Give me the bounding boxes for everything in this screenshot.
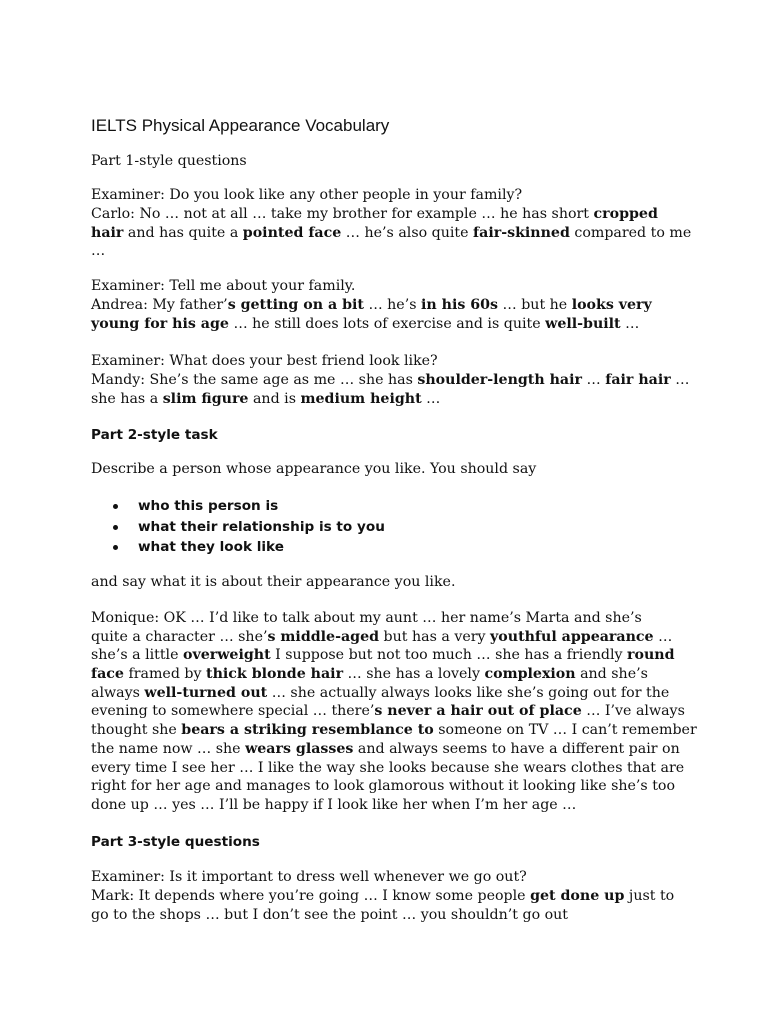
text-run: Andrea: My father’ [91, 297, 228, 313]
vocabulary-term: complexion [484, 666, 576, 683]
text-line [91, 721, 697, 740]
list-item-label: what their relationship is to you [138, 518, 385, 535]
part2-prompt: Describe a person whose appearance you like. You should say [91, 461, 537, 477]
text-run: … he’s also quite [341, 224, 474, 241]
vocabulary-term: fair-skinned [473, 224, 570, 241]
document-title: IELTS Physical Appearance Vocabulary [91, 116, 390, 135]
list-item [91, 517, 385, 538]
text-line [91, 906, 681, 925]
list-item-label: what they look like [138, 539, 284, 555]
list-item [91, 496, 385, 517]
part3-answer [91, 887, 681, 924]
text-run: … [670, 372, 690, 388]
text-line [91, 628, 681, 647]
vocabulary-term: young for his age [91, 315, 229, 332]
vocabulary-term: s middle-aged [267, 628, 380, 645]
text-run: Monique: OK … I’d like to talk about my aunt … her name’s Marta and she’s [91, 610, 642, 626]
part1-q3-answer [91, 371, 690, 408]
vocabulary-term: medium height [300, 390, 422, 407]
text-run: and she’s [575, 666, 648, 683]
text-run: and has quite a [123, 224, 243, 241]
text-run: just to [624, 888, 675, 904]
vocabulary-term: in his 60s [421, 297, 499, 313]
text-line [91, 796, 681, 815]
text-run: … [91, 243, 106, 260]
text-line [91, 371, 690, 390]
text-run: thought she [91, 722, 182, 739]
text-run: … he’s [363, 297, 421, 313]
vocabulary-term: cropped [593, 206, 658, 222]
vocabulary-term: face [91, 666, 124, 683]
text-line [91, 609, 681, 628]
vocabulary-term: looks very [571, 297, 652, 313]
text-line [91, 777, 681, 796]
text-run: Mandy: She’s the same age as me … she has [91, 372, 418, 388]
part2-answer [91, 609, 697, 815]
text-run: she’s a little [91, 647, 184, 664]
text-run: Mark: It depends where you’re going … I know some people [91, 888, 531, 904]
text-run: … [653, 628, 673, 645]
text-run: … [582, 372, 606, 388]
text-line [91, 665, 681, 684]
vocabulary-term: pointed face [242, 224, 342, 241]
part1-heading: Part 1-style questions [91, 153, 247, 169]
text-run: … he still does lots of exercise and is quite [228, 315, 546, 332]
vocabulary-term: youthful appearance [490, 628, 654, 645]
text-run: she has a [91, 390, 163, 407]
text-line [91, 315, 681, 334]
text-run: compared to me [569, 224, 692, 241]
text-run: evening to somewhere special … there’ [91, 703, 375, 720]
part2-bullet-list [91, 496, 385, 558]
vocabulary-term: round [627, 647, 675, 664]
text-run: right for her age and manages to look glamorous without it looking like she’s too [91, 778, 675, 795]
text-run: the name now … she [91, 740, 246, 757]
text-run: … [421, 390, 441, 407]
vocabulary-term: hair [91, 224, 124, 241]
vocabulary-term: slim figure [162, 390, 249, 407]
vocabulary-term: overweight [183, 647, 271, 664]
text-run: … but he [498, 297, 572, 313]
vocabulary-term: s never a hair out of place [374, 703, 582, 720]
vocabulary-term: well-built [545, 315, 621, 332]
vocabulary-term: thick blonde hair [206, 666, 344, 683]
text-line [91, 702, 685, 721]
bullet-icon [113, 525, 118, 530]
list-item [91, 537, 385, 558]
bullet-icon [113, 545, 118, 550]
vocabulary-term: well-turned out [144, 684, 268, 701]
text-line [91, 242, 681, 261]
vocabulary-term: fair hair [605, 372, 671, 388]
part2-follow-up: and say what it is about their appearance you like. [91, 574, 456, 590]
list-item-label: who this person is [138, 498, 279, 514]
part2-heading: Part 2-style task [91, 427, 218, 443]
part3-examiner: Examiner: Is it important to dress well whenever we go out? [91, 869, 527, 885]
text-line [91, 646, 681, 665]
text-run: … [620, 315, 640, 332]
text-run: … she has a lovely [343, 666, 485, 683]
text-line [91, 759, 685, 778]
text-line [91, 684, 681, 703]
text-run: but has a very [379, 628, 491, 645]
part1-q3-examiner: Examiner: What does your best friend look like? [91, 353, 438, 369]
text-run: always [91, 684, 145, 701]
text-line [91, 740, 681, 759]
text-line [91, 390, 681, 409]
vocabulary-term: shoulder-length hair [417, 372, 582, 388]
text-run: framed by [123, 666, 207, 683]
part3-heading: Part 3-style questions [91, 834, 260, 850]
text-run: … she actually always looks like she’s going out for the [267, 684, 670, 701]
part1-q2-examiner: Examiner: Tell me about your family. [91, 278, 356, 294]
text-run: I suppose but not too much … she has a friendly [270, 647, 628, 664]
text-run: done up … yes … I’ll be happy if I look like her when I’m her age … [91, 796, 577, 813]
text-run: quite a character … she’ [91, 628, 268, 645]
vocabulary-term: s getting on a bit [227, 297, 364, 313]
text-run: every time I see her … I like the way she looks because she wears clothes that are [91, 759, 685, 776]
text-run: and always seems to have a different pair on [353, 740, 680, 757]
text-line [91, 296, 681, 315]
vocabulary-term: bears a striking resemblance to [181, 722, 434, 739]
vocabulary-term: wears glasses [245, 740, 354, 757]
bullet-icon [113, 504, 118, 509]
text-line [91, 887, 681, 906]
text-run: go to the shops … but I don’t see the point … you shouldn’t go out [91, 906, 569, 923]
text-run: someone on TV … I can’t remember [433, 722, 697, 739]
vocabulary-term: get done up [530, 888, 625, 904]
text-run: Carlo: No … not at all … take my brother for example … he has short [91, 206, 594, 222]
text-run: and is [248, 390, 301, 407]
part1-q1-answer [91, 205, 692, 261]
text-line [91, 205, 681, 224]
text-run: … I’ve always [581, 703, 685, 720]
part1-q2-answer [91, 296, 681, 333]
part1-q1-examiner: Examiner: Do you look like any other people in your family? [91, 187, 523, 203]
text-line [91, 224, 692, 243]
